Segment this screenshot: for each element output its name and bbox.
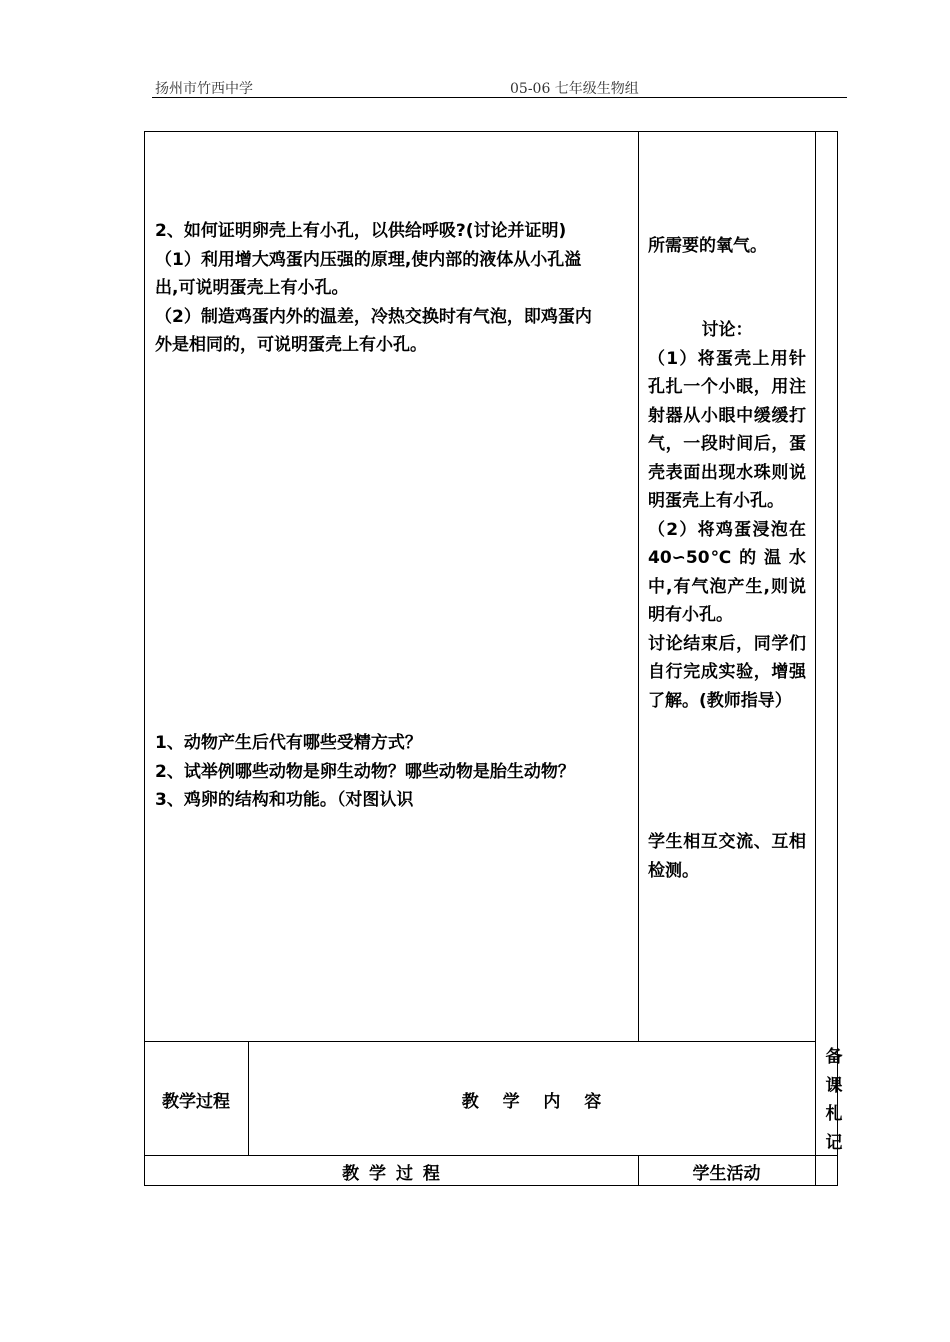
text-line: 1、动物产生后代有哪些受精方式？ [155, 733, 422, 753]
student-oxygen [648, 232, 806, 261]
discussion-item-1: （1）将蛋壳上用针孔扎一个小眼，用注射器从小眼中缓缓打气，一段时间后，蛋壳表面出现水珠则说明蛋壳上有小孔。 [648, 348, 806, 511]
header-rule [152, 97, 847, 98]
col-divider-notes [815, 131, 816, 1186]
text-line: （2）制造鸡蛋内外的温差，冷热交换时有气泡，即鸡蛋内 [155, 306, 592, 327]
text-line: 所需要的氧气。 [648, 236, 767, 256]
text-line: 2、试举例哪些动物是卵生动物？哪些动物是胎生动物？ [155, 761, 575, 782]
notes-char: 札 [825, 1104, 843, 1124]
text-line: 出,可说明蛋壳上有小孔。 [155, 278, 349, 298]
main-questions-list [155, 729, 575, 815]
content-label: 教 学 内 容 [461, 1092, 602, 1112]
notes-label [823, 1043, 845, 1157]
text-line: 2、如何证明卵壳上有小孔，以供给呼吸?(讨论并证明) [155, 221, 567, 241]
notes-char: 备 [825, 1047, 843, 1067]
col-divider-main [638, 131, 639, 1041]
discussion-end: 讨论结束后，同学们自行完成实验，增强了解。(教师指导） [648, 633, 806, 711]
process-label: 教学过程 [162, 1092, 230, 1112]
text-line: 3、鸡卵的结构和功能。（对图认识 [155, 790, 414, 810]
row-divider-footer [144, 1155, 838, 1156]
header-school: 扬州市竹西中学 [155, 81, 253, 97]
student-discussion [648, 316, 806, 715]
text-line: 外是相同的，可说明蛋壳上有小孔。 [155, 335, 427, 355]
student-exchange [648, 828, 806, 885]
notes-char: 记 [825, 1132, 843, 1153]
main-question-2 [155, 217, 592, 360]
activity-label: 学生活动 [692, 1164, 761, 1184]
discussion-title: 讨论： [701, 320, 753, 340]
row-divider-header [144, 1041, 815, 1042]
header-group: 05-06 七年级生物组 [510, 81, 639, 97]
notes-char: 课 [825, 1075, 843, 1096]
discussion-item-2: （2）将鸡蛋浸泡在40∽50℃ 的 温 水中,有气泡产生,则说明有小孔。 [648, 519, 806, 625]
process-spaced-label: 教 学 过 程 [342, 1164, 440, 1184]
text-line: 学生相互交流、互相检测。 [648, 832, 806, 881]
text-line: （1）利用增大鸡蛋内压强的原理,使内部的液体从小孔溢 [155, 249, 582, 270]
